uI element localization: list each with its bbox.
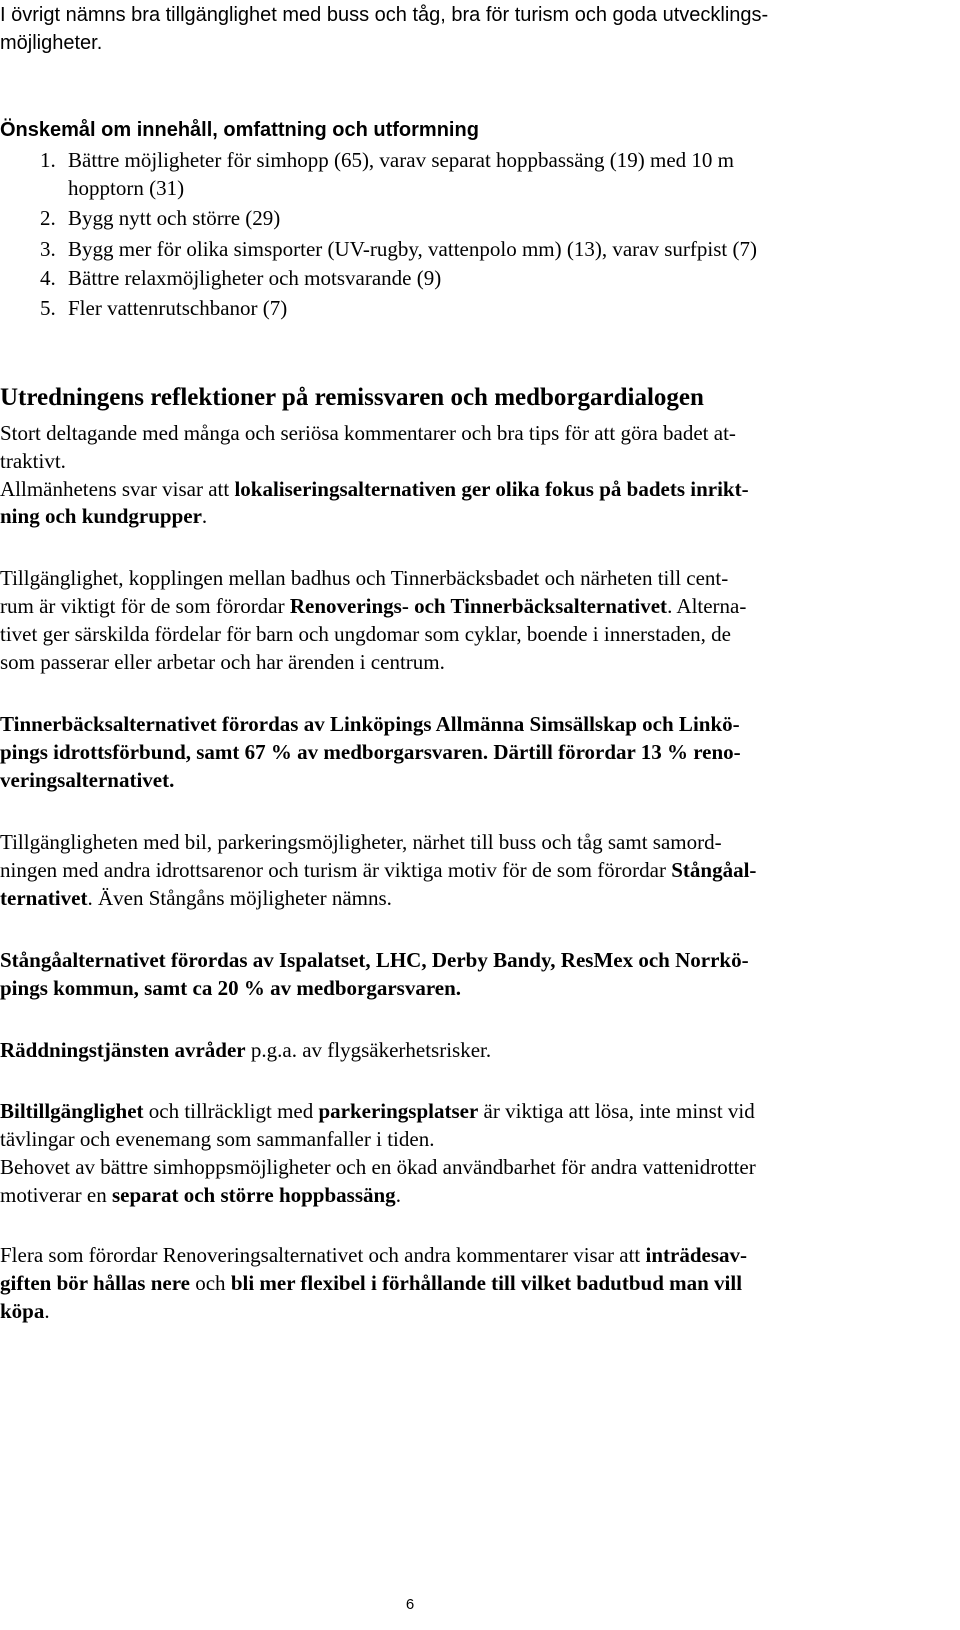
emphasis-text: inträdesav-	[645, 1243, 748, 1267]
paragraph-line	[0, 1270, 742, 1296]
paragraph-line	[0, 1182, 401, 1208]
paragraph-line: veringsalternativet.	[0, 768, 175, 792]
text-span: motiverar en	[0, 1183, 112, 1207]
paragraph-line: pings kommun, samt ca 20 % av medborgarsvaren.	[0, 976, 462, 1000]
intro-line-2: möjligheter.	[0, 32, 103, 54]
paragraph-line	[0, 885, 392, 911]
paragraph-line: Tinnerbäcksalternativet förordas av Linköpings Allmänna Simsällskap och Linkö-	[0, 712, 740, 736]
emphasis-text: Räddningstjänsten avråder	[0, 1038, 246, 1062]
emphasis-text: separat och större hoppbassäng	[111, 1183, 396, 1207]
page-number: 6	[405, 1596, 415, 1613]
emphasis-text: bli mer flexibel i förhållande till vilket badutbud man vill	[230, 1271, 743, 1295]
paragraph-line: Behovet av bättre simhoppsmöjligheter och en ökad användbarhet för andra vattenidrotter	[0, 1155, 756, 1179]
paragraph-line: Tillgänglighet, kopplingen mellan badhus och Tinnerbäcksbadet och närheten till cent-	[0, 566, 729, 590]
emphasis-text: ning och kundgrupper	[0, 504, 202, 528]
text-span: är viktiga att lösa, inte minst vid	[478, 1099, 755, 1123]
emphasis-text: Stångåal-	[671, 858, 757, 882]
text-span: .	[44, 1299, 50, 1323]
text-span: Flera som förordar Renoveringsalternativet och andra kommentarer visar att	[0, 1243, 646, 1267]
paragraph-line: Stångåalternativet förordas av Ispalatset, LHC, Derby Bandy, ResMex och Norrkö-	[0, 948, 749, 972]
emphasis-text: ternativet	[0, 886, 88, 910]
paragraph-line: tivet ger särskilda fördelar för barn och ungdomar som cyklar, boende i innerstaden, de	[0, 622, 731, 646]
paragraph-line: pings idrottsförbund, samt 67 % av medborgarsvaren. Därtill förordar 13 % reno-	[0, 740, 741, 764]
list-item-text: Fler vattenrutschbanor (7)	[68, 296, 288, 320]
list-item-text: Bygg mer för olika simsporter (UV-rugby, vattenpolo mm) (13), varav surfpist (7)	[68, 237, 757, 261]
list-item-text: Bättre möjligheter för simhopp (65), varav separat hoppbassäng (19) med 10 m	[68, 148, 734, 172]
list-item-text: hopptorn (31)	[68, 176, 185, 200]
text-span: .	[201, 504, 208, 528]
paragraph-line	[0, 1037, 491, 1063]
emphasis-text: parkeringsplatser	[318, 1099, 479, 1123]
list-item-number: 5.	[40, 296, 56, 320]
list-item-text: Bättre relaxmöjligheter och motsvarande (9)	[68, 266, 442, 290]
intro-line-1: I övrigt nämns bra tillgänglighet med buss och tåg, bra för turism och goda utvecklings-	[0, 4, 769, 26]
paragraph-line	[0, 1098, 755, 1124]
list-item-number: 4.	[40, 266, 56, 290]
emphasis-text: giften bör hållas nere	[0, 1271, 190, 1295]
emphasis-text: lokaliseringsalternativen ger olika fokus på badets inrikt-	[234, 477, 749, 501]
paragraph-line	[0, 1242, 747, 1268]
text-span: .	[395, 1183, 401, 1207]
text-span: . Alterna-	[667, 594, 747, 618]
text-span: . Även Stångåns möjligheter nämns.	[87, 886, 392, 910]
paragraph-line: traktivt.	[0, 449, 66, 473]
text-span: rum är viktigt för de som förordar	[0, 594, 290, 618]
text-span: Allmänhetens svar visar att	[0, 477, 235, 501]
text-span: p.g.a. av flygsäkerhetsrisker.	[245, 1038, 492, 1062]
list-item-number: 2.	[40, 206, 56, 230]
text-span: och tillräckligt med	[143, 1099, 319, 1123]
paragraph-line	[0, 503, 207, 529]
paragraph-line	[0, 476, 749, 502]
text-span: ningen med andra idrottsarenor och turism är viktiga motiv för de som förordar	[0, 858, 672, 882]
emphasis-text: Renoverings- och Tinnerbäcksalternativet	[289, 594, 668, 618]
reflections-heading: Utredningens reflektioner på remissvaren och medborgardialogen	[0, 384, 704, 411]
wishes-heading: Önskemål om innehåll, omfattning och utformning	[0, 119, 479, 141]
list-item-text: Bygg nytt och större (29)	[68, 206, 281, 230]
paragraph-line: som passerar eller arbetar och har ärenden i centrum.	[0, 650, 445, 674]
paragraph-line	[0, 857, 756, 883]
paragraph-line: Stort deltagande med många och seriösa kommentarer och bra tips för att göra badet at-	[0, 421, 736, 445]
paragraph-line: tävlingar och evenemang som sammanfaller i tiden.	[0, 1127, 435, 1151]
list-item-number: 1.	[40, 148, 56, 172]
text-span: och	[189, 1271, 231, 1295]
emphasis-text: köpa	[0, 1299, 45, 1323]
paragraph-line: Tillgängligheten med bil, parkeringsmöjligheter, närhet till buss och tåg samt samord-	[0, 830, 722, 854]
paragraph-line	[0, 1298, 50, 1324]
emphasis-text: Biltillgänglighet	[0, 1099, 144, 1123]
paragraph-line	[0, 593, 746, 619]
list-item-number: 3.	[40, 237, 56, 261]
